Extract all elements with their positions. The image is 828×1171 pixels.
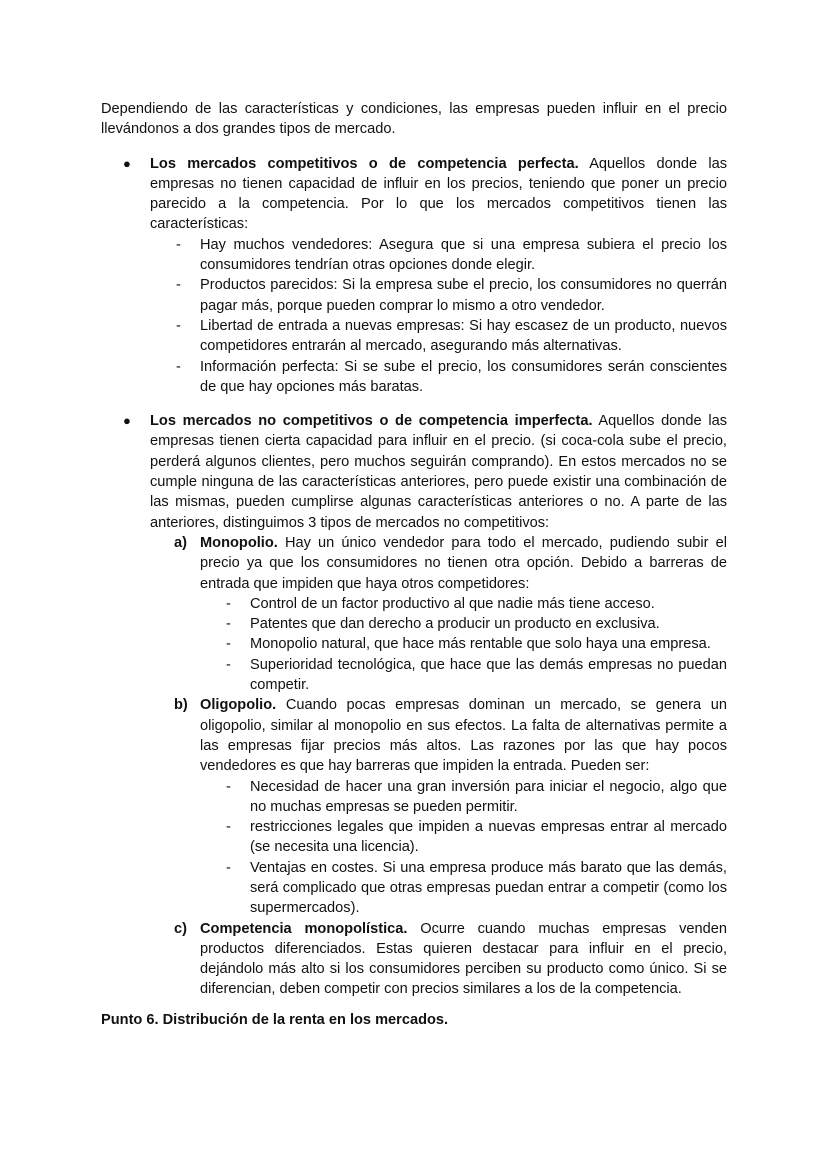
list-item [150, 235, 727, 276]
subtype-letter: a) [174, 534, 187, 551]
subtype-paragraph [200, 695, 727, 776]
list-item [200, 594, 727, 614]
subtype-text: Cuando pocas empresas dominan un mercado, se genera un oligopolio, similar al monopolio en sus efectos. La falta de alternativas permite a las empresas fijar precios más altos. Las razones por las que hay pocos vendedores es que hay barreras que impiden la entrada. Pueden ser: [200, 697, 727, 775]
list-item [200, 817, 727, 858]
list-item [200, 858, 727, 919]
list-item [150, 275, 727, 316]
section-heading: Punto 6. Distribución de la renta en los mercados. [101, 1011, 449, 1028]
list-item [200, 614, 727, 634]
bullet-non-competitive-markets [101, 411, 727, 1000]
bullet-title: Los mercados competitivos o de competencia perfecta. [150, 155, 579, 172]
subtype-text: Hay un único vendedor para todo el mercado, pudiendo subir el precio ya que los consumidores no tienen otra opción. Debido a barreras de entrada que impiden que haya otros competidores: [200, 534, 727, 592]
subtype-title: Competencia monopolística. [200, 920, 408, 937]
dash-icon: - [176, 277, 181, 294]
subtype-letter: b) [174, 697, 188, 714]
oligopoly-barriers-list [200, 777, 727, 919]
dash-icon: - [226, 595, 231, 612]
bullet-title: Los mercados no competitivos o de competencia imperfecta. [150, 413, 593, 430]
subtype-oligopoly [150, 695, 727, 918]
list-item [200, 634, 727, 654]
list-item-text: restricciones legales que impiden a nuevas empresas entrar al mercado (se necesita una licencia). [250, 819, 727, 856]
list-item-text: Monopolio natural, que hace más rentable que solo haya una empresa. [250, 636, 711, 653]
subtype-monopolistic-competition [150, 919, 727, 1000]
characteristics-list [150, 235, 727, 397]
list-item-text: Necesidad de hacer una gran inversión para iniciar el negocio, algo que no muchas empresas se pueden permitir. [250, 778, 727, 815]
subtype-paragraph [200, 919, 727, 1000]
list-item [150, 316, 727, 357]
bullet-icon: ● [123, 155, 131, 171]
list-item-text: Productos parecidos: Si la empresa sube el precio, los consumidores no querrán pagar más, porque pueden comprar lo mismo a otro vendedor. [200, 277, 727, 314]
dash-icon: - [176, 317, 181, 334]
list-item-text: Control de un factor productivo al que nadie más tiene acceso. [250, 595, 655, 612]
list-item-text: Libertad de entrada a nuevas empresas: Si hay escasez de un producto, nuevos competidores entrarán al mercado, asegurando más alternativas. [200, 317, 727, 355]
monopoly-barriers-list [200, 594, 727, 695]
dash-icon: - [176, 358, 181, 375]
subtype-letter: c) [174, 920, 187, 937]
intro-paragraph: Dependiendo de las características y condiciones, las empresas pueden influir en el precio llevándonos a dos grandes tipos de mercado. [101, 101, 727, 138]
dash-icon: - [226, 656, 231, 673]
list-item-text: Hay muchos vendedores: Asegura que si una empresa subiera el precio los consumidores tendrían otras opciones donde elegir. [200, 236, 727, 274]
bullet-icon: ● [123, 413, 131, 429]
list-item [150, 357, 727, 398]
dash-icon: - [226, 636, 231, 653]
list-item-text: Patentes que dan derecho a producir un producto en exclusiva. [250, 616, 660, 633]
dash-icon: - [176, 236, 181, 253]
bullet-paragraph [150, 411, 727, 533]
list-item [200, 777, 727, 818]
dash-icon: - [226, 616, 231, 633]
bullet-text: Aquellos donde las empresas no tienen capacidad de influir en los precios, teniendo que poner un precio parecido a la competencia. Por lo que los mercados competitivos tienen las características: [150, 155, 728, 233]
list-item-text: Ventajas en costes. Si una empresa produce más barato que las demás, será complicado que otras empresas puedan entrar a competir (como los supermercados). [250, 859, 727, 917]
subtype-text: Ocurre cuando muchas empresas venden productos diferenciados. Estas quieren destacar para influir en el precio, dejándolo más alto si los consumidores perciben su producto como único. Si se diferencian, deben competir con precios similares a los de la competencia. [200, 920, 727, 998]
list-item [200, 655, 727, 696]
dash-icon: - [226, 819, 231, 836]
bullet-text: Aquellos donde las empresas tienen cierta capacidad para influir en el precio. (si coca-cola sube el precio, perderá algunos clientes, pero muchos seguirán comprando). En estos mercados no se cumple ninguna de las características anteriores, pero puede existir una combinación de las mismas, pueden cumplirse algunas características anteriores o no. A parte de las anteriores, distinguimos 3 tipos de mercados no competitivos: [150, 413, 727, 531]
bullet-paragraph [150, 154, 727, 235]
subtype-title: Monopolio. [200, 534, 278, 551]
dash-icon: - [226, 859, 231, 876]
bullet-competitive-markets [101, 154, 727, 398]
list-item-text: Superioridad tecnológica, que hace que las demás empresas no puedan competir. [250, 656, 727, 694]
subtype-paragraph [200, 533, 727, 594]
dash-icon: - [226, 778, 231, 795]
list-item-text: Información perfecta: Si se sube el precio, los consumidores serán conscientes de que hay opciones más baratas. [200, 358, 727, 395]
document-page [101, 99, 727, 1030]
subtype-title: Oligopolio. [200, 697, 277, 714]
subtype-monopoly [150, 533, 727, 695]
